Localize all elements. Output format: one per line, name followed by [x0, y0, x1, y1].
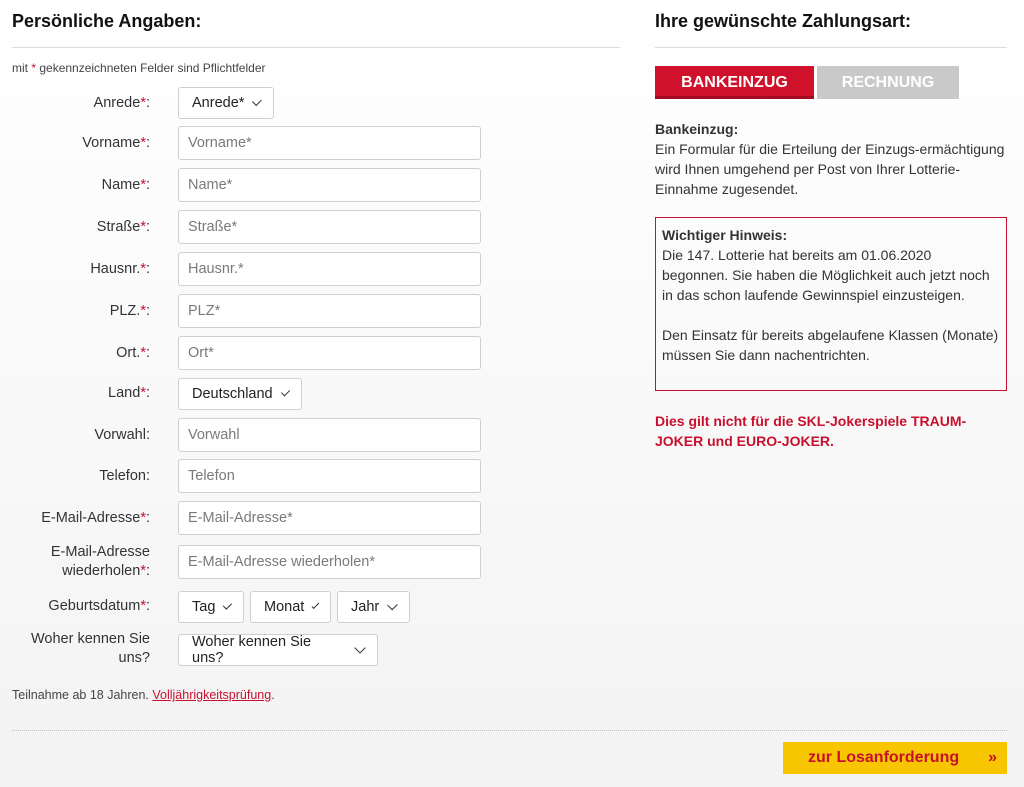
name-label: Name*:: [101, 177, 150, 193]
hausnr-input[interactable]: [178, 252, 481, 286]
double-arrow-icon: »: [988, 749, 997, 766]
chevron-down-icon: [312, 601, 320, 609]
email-label: E-Mail-Adresse*:: [41, 510, 150, 526]
email-input[interactable]: [178, 501, 481, 535]
vorwahl-label: Vorwahl:: [94, 427, 150, 443]
plz-label: PLZ.*:: [109, 303, 150, 319]
hausnr-label: Hausnr.*:: [90, 261, 150, 277]
name-input[interactable]: [178, 168, 481, 202]
divider: [12, 47, 620, 48]
notice-paragraph-1: Die 147. Lotterie hat bereits am 01.06.2020 begonnen. Sie haben die Möglichkeit auch jetzt noch in das schon laufende Gewinnspiel einzusteigen.: [662, 247, 990, 303]
anrede-select[interactable]: Anrede*: [178, 87, 274, 119]
woher-label: Woher kennen Sie uns?: [30, 631, 150, 666]
chevron-down-icon: [354, 642, 365, 653]
vorname-input[interactable]: [178, 126, 481, 160]
tab-rechnung[interactable]: RECHNUNG: [817, 66, 959, 99]
ort-input[interactable]: [178, 336, 481, 370]
age-verification-link[interactable]: Volljährigkeitsprüfung: [152, 688, 272, 702]
telefon-input[interactable]: [178, 459, 481, 493]
payment-heading: Ihre gewünschte Zahlungsart:: [655, 11, 912, 31]
woher-select[interactable]: Woher kennen Sie uns?: [178, 634, 378, 666]
payment-title: Bankeinzug:: [655, 121, 739, 137]
telefon-label: Telefon:: [99, 468, 150, 484]
land-select[interactable]: Deutschland: [178, 378, 302, 410]
strasse-input[interactable]: [178, 210, 481, 244]
submit-button[interactable]: [783, 742, 1007, 774]
geburtsdatum-label: Geburtsdatum*:: [48, 598, 150, 614]
birth-year-select[interactable]: Jahr: [337, 591, 410, 623]
ort-label: Ort.*:: [116, 345, 150, 361]
joker-note: Dies gilt nicht für die SKL-Jokerspiele TRAUM-JOKER und EURO-JOKER.: [655, 413, 967, 449]
strasse-label: Straße*:: [96, 219, 150, 235]
chevron-down-icon: [223, 601, 232, 610]
age-footnote: Teilnahme ab 18 Jahren. Volljährigkeitsprüfung.: [12, 688, 275, 702]
email-repeat-input[interactable]: [178, 545, 481, 579]
vorname-label: Vorname*:: [82, 135, 150, 151]
important-notice-box: [655, 217, 1007, 391]
chevron-down-icon: [387, 600, 397, 610]
chevron-down-icon: [281, 387, 290, 396]
vorwahl-input[interactable]: [178, 418, 481, 452]
dotted-divider: [12, 730, 1007, 731]
divider: [655, 47, 1007, 48]
email-repeat-label: E-Mail-Adresse wiederholen*:: [50, 544, 150, 579]
payment-description: [655, 119, 1007, 199]
submit-label: zur Losanforderung: [808, 749, 960, 766]
land-label: Land*:: [108, 385, 150, 401]
required-fields-note: mit * gekennzeichneten Felder sind Pflichtfelder: [12, 61, 266, 75]
chevron-down-icon: [252, 96, 262, 106]
birth-month-select[interactable]: Monat: [250, 591, 331, 623]
payment-text: Ein Formular für die Erteilung der Einzugs-ermächtigung wird Ihnen umgehend per Post von Ihrer Lotterie-Einnahme zugesendet.: [655, 141, 1005, 197]
personal-data-heading: Persönliche Angaben:: [12, 11, 202, 31]
notice-title: Wichtiger Hinweis:: [662, 227, 788, 243]
notice-paragraph-2: Den Einsatz für bereits abgelaufene Klassen (Monate) müssen Sie dann nachentrichten.: [662, 327, 999, 363]
payment-tabs: [655, 66, 959, 99]
plz-input[interactable]: [178, 294, 481, 328]
anrede-label: Anrede*:: [93, 95, 150, 111]
birth-day-select[interactable]: Tag: [178, 591, 244, 623]
tab-bankeinzug[interactable]: BANKEINZUG: [655, 66, 814, 99]
